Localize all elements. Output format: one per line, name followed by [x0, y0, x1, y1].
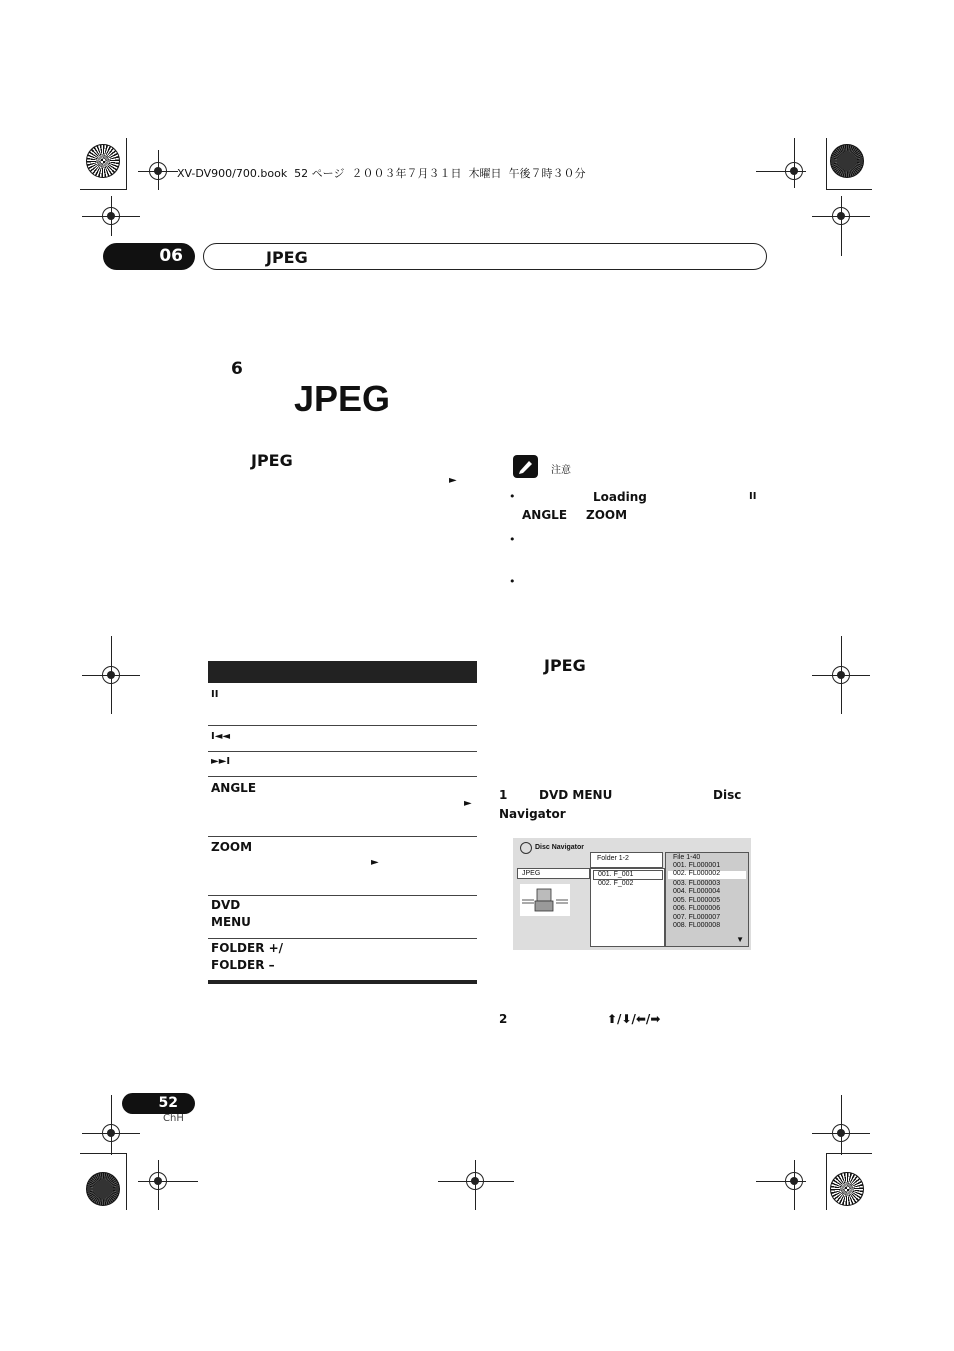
step-2-number: 2 — [499, 1012, 508, 1026]
table-row — [208, 939, 477, 980]
disc-navigator-left-label: JPEG — [522, 870, 541, 877]
page-number-badge — [122, 1093, 195, 1114]
step-1-number: 1 — [499, 788, 508, 802]
file-item-label: 007. FL000007 — [673, 914, 721, 921]
file-item[interactable] — [673, 897, 720, 904]
table-header — [208, 661, 477, 683]
bullet-icon: • — [509, 490, 516, 503]
section-heading-right: JPEG — [544, 656, 586, 675]
disc-navigator-folder-header — [590, 852, 663, 868]
table-key-zoom: ZOOM — [211, 840, 253, 854]
table-key-dvd-menu: DVD MENU — [211, 898, 251, 929]
play-icon: ► — [449, 475, 457, 486]
scroll-down-icon[interactable]: ▼ — [736, 935, 744, 944]
step-1-dvd-menu: DVD MENU — [539, 788, 613, 802]
pause-icon: II — [749, 491, 757, 502]
registration-wheel-top-left — [86, 144, 120, 178]
file-item-label: 001. FL000001 — [673, 862, 721, 869]
step-1-disc: Disc — [713, 788, 742, 802]
play-icon: ► — [371, 857, 379, 868]
file-item[interactable] — [673, 922, 720, 929]
crop-line — [841, 196, 842, 256]
crop-line — [80, 189, 126, 190]
table-row — [208, 777, 477, 837]
bullet-icon: • — [509, 575, 516, 588]
previous-icon: I◄◄ — [211, 731, 231, 742]
pause-icon: II — [211, 689, 219, 700]
disc-navigator-screen — [513, 838, 751, 950]
crop-line — [794, 1160, 795, 1210]
chapter-number: 6 — [231, 359, 243, 379]
file-header-label: File 1-40 — [673, 854, 701, 861]
disc-navigator-file-list — [665, 852, 749, 947]
crop-line — [826, 189, 872, 190]
table-row — [208, 752, 477, 777]
page-number: 52 — [158, 1095, 178, 1111]
crop-line — [126, 138, 127, 190]
table-bottom-rule — [208, 980, 477, 984]
table-row — [208, 683, 477, 726]
chapter-title-bar — [203, 243, 767, 270]
crop-line — [158, 150, 159, 190]
file-item-label: 006. FL000006 — [673, 905, 721, 912]
crop-line — [111, 196, 112, 236]
registration-wheel-bottom-right — [830, 1172, 864, 1206]
file-item[interactable] — [673, 862, 720, 869]
folder-header-label: Folder 1-2 — [597, 855, 629, 862]
direction-arrows-icon: ⬆/⬇/⬅/➡ — [607, 1012, 661, 1026]
chapter-title-bar-text: JPEG — [266, 248, 308, 267]
crop-line — [80, 1153, 126, 1154]
registration-wheel-top-right — [830, 144, 864, 178]
note-icon — [513, 455, 538, 478]
crop-line — [438, 1181, 514, 1182]
crop-line — [794, 138, 795, 188]
chapter-title: JPEG — [294, 378, 391, 419]
chapter-badge — [103, 243, 195, 270]
file-item[interactable] — [673, 888, 720, 895]
table-key-folder: FOLDER +/ FOLDER – — [211, 941, 284, 972]
language-code: ChH — [163, 1113, 184, 1124]
file-item[interactable] — [673, 905, 720, 912]
crop-line — [826, 1153, 827, 1210]
play-icon: ► — [464, 798, 472, 809]
step-1-navigator: Navigator — [499, 807, 566, 821]
table-row — [208, 726, 477, 752]
file-item[interactable] — [673, 914, 720, 921]
folder-item-label: 002. F_002 — [598, 880, 634, 887]
table-key-angle: ANGLE — [211, 781, 257, 795]
print-header: XV-DV900/700.book 52 ページ ２００３年７月３１日 木曜日 午後７時３０分 — [177, 167, 586, 180]
folder-item-label: 001. F_001 — [598, 871, 634, 878]
bullet-icon: • — [509, 533, 516, 546]
crop-line — [841, 1095, 842, 1155]
disc-icon — [520, 842, 532, 854]
note-word-angle: ANGLE — [522, 508, 568, 522]
crop-line — [841, 636, 842, 714]
chapter-badge-number: 06 — [159, 246, 183, 266]
note-label: 注意 — [551, 465, 571, 476]
crop-line — [826, 1153, 872, 1154]
crop-line — [111, 1095, 112, 1155]
file-item[interactable] — [668, 871, 746, 879]
disc-navigator-left-item — [517, 868, 590, 879]
next-icon: ►►I — [211, 756, 231, 767]
crop-line — [826, 138, 827, 190]
file-item-label: 004. FL000004 — [673, 888, 721, 895]
file-item-label: 003. FL000003 — [673, 880, 721, 887]
crop-line — [756, 171, 806, 172]
photo-thumbnail-icon — [520, 884, 570, 916]
crop-line — [475, 1160, 476, 1210]
file-item-label: 008. FL000008 — [673, 922, 721, 929]
table-row — [208, 837, 477, 896]
folder-item[interactable] — [593, 870, 663, 880]
crop-line — [138, 1181, 198, 1182]
crop-line — [756, 1181, 806, 1182]
crop-line — [111, 636, 112, 714]
note-word-loading: Loading — [593, 490, 647, 504]
crop-line — [126, 1153, 127, 1210]
registration-wheel-bottom-left — [86, 1172, 120, 1206]
note-word-zoom: ZOOM — [586, 508, 628, 522]
file-item-label: 002. FL000002 — [673, 870, 721, 877]
file-item-label: 005. FL000005 — [673, 897, 721, 904]
table-row — [208, 896, 477, 939]
disc-navigator-title: Disc Navigator — [535, 844, 585, 851]
file-item[interactable] — [673, 880, 720, 887]
crop-line — [158, 1160, 159, 1210]
section-heading-left: JPEG — [251, 451, 293, 470]
disc-navigator-folder-list — [590, 868, 665, 947]
